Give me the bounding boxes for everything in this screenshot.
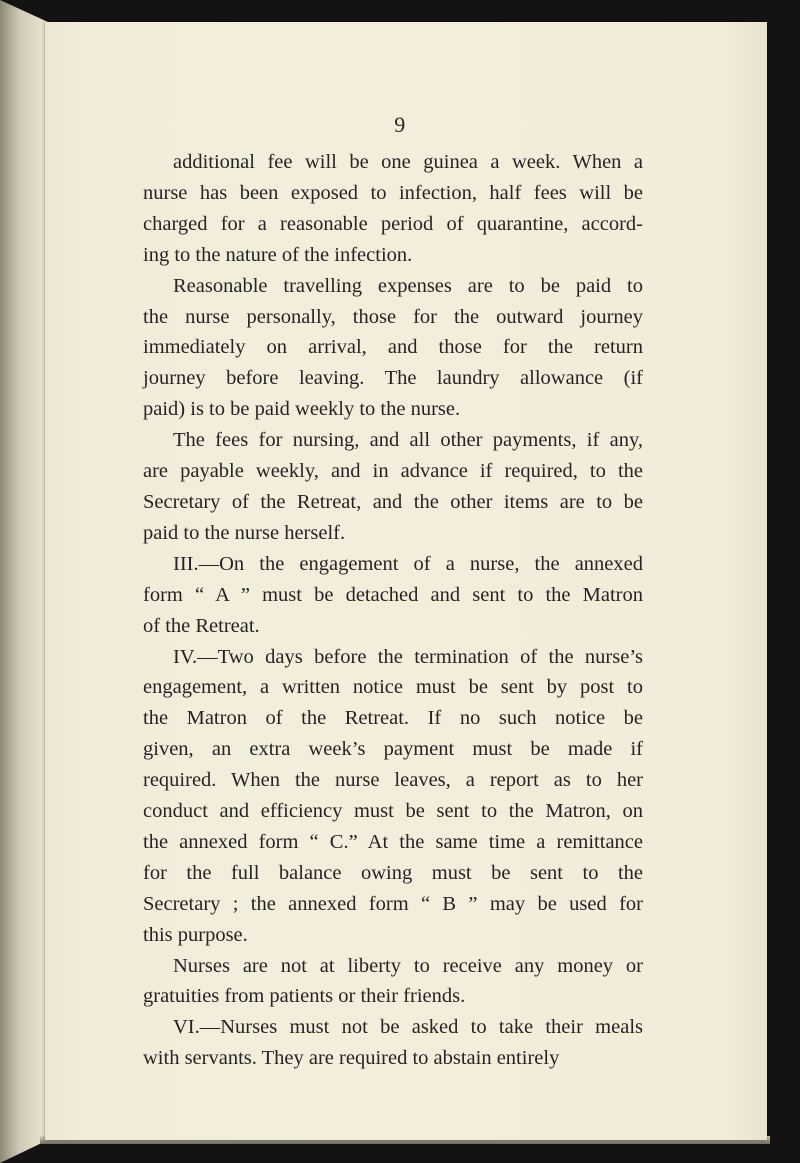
text-line: Secretary ; the annexed form “ B ” may be used for [143, 892, 643, 915]
text-line: gratuities from patients or their friends. [143, 985, 466, 1008]
text-line: nurse has been exposed to infection, half fees will be [143, 181, 643, 204]
paragraph [143, 549, 643, 642]
text-line: Secretary of the Retreat, and the other items are to be [143, 490, 643, 513]
text-line: IV.—Two days before the termination of the nurse’s [173, 645, 643, 668]
paragraph [143, 425, 643, 549]
text-line: immediately on arrival, and those for the return [143, 336, 643, 359]
text-line: the nurse personally, those for the outward journey [143, 305, 643, 328]
text-line: this purpose. [143, 923, 248, 946]
paragraph [143, 951, 643, 1013]
text-line: required. When the nurse leaves, a report as to her [143, 769, 643, 792]
paragraph [143, 271, 643, 426]
text-line: the Matron of the Retreat. If no such notice be [143, 707, 643, 730]
paragraph [143, 642, 643, 951]
facing-page-edge [0, 0, 48, 1163]
text-line: charged for a reasonable period of quarantine, accord- [143, 212, 643, 235]
text-line: journey before leaving. The laundry allowance (if [143, 367, 643, 390]
text-line: the annexed form “ C.” At the same time a remittance [143, 830, 643, 853]
text-line: engagement, a written notice must be sent by post to [143, 676, 643, 699]
paragraph [143, 1012, 643, 1074]
text-line: given, an extra week’s payment must be made if [143, 738, 643, 761]
body-text [143, 147, 643, 1074]
paragraph [143, 147, 643, 271]
text-line: form “ A ” must be detached and sent to the Matron [143, 583, 643, 606]
text-line: paid to the nurse herself. [143, 521, 346, 544]
text-line: of the Retreat. [143, 614, 260, 637]
text-line: ing to the nature of the infection. [143, 243, 413, 266]
text-line: additional fee will be one guinea a week. When a [173, 151, 643, 173]
page-number: 9 [394, 112, 406, 137]
text-line: Nurses are not at liberty to receive any money or [173, 954, 643, 977]
text-line: for the full balance owing must be sent to the [143, 861, 643, 884]
text-line: Reasonable travelling expenses are to be paid to [173, 274, 643, 297]
text-line: are payable weekly, and in advance if required, to the [143, 460, 643, 483]
text-line: paid) is to be paid weekly to the nurse. [143, 398, 461, 421]
text-line: conduct and efficiency must be sent to the Matron, on [143, 800, 643, 823]
text-line: The fees for nursing, and all other payments, if any, [173, 429, 643, 452]
text-line: III.—On the engagement of a nurse, the annexed [173, 552, 643, 575]
text-line: with servants. They are required to abstain entirely [143, 1047, 560, 1070]
text-line: VI.—Nurses must not be asked to take their meals [173, 1016, 643, 1039]
